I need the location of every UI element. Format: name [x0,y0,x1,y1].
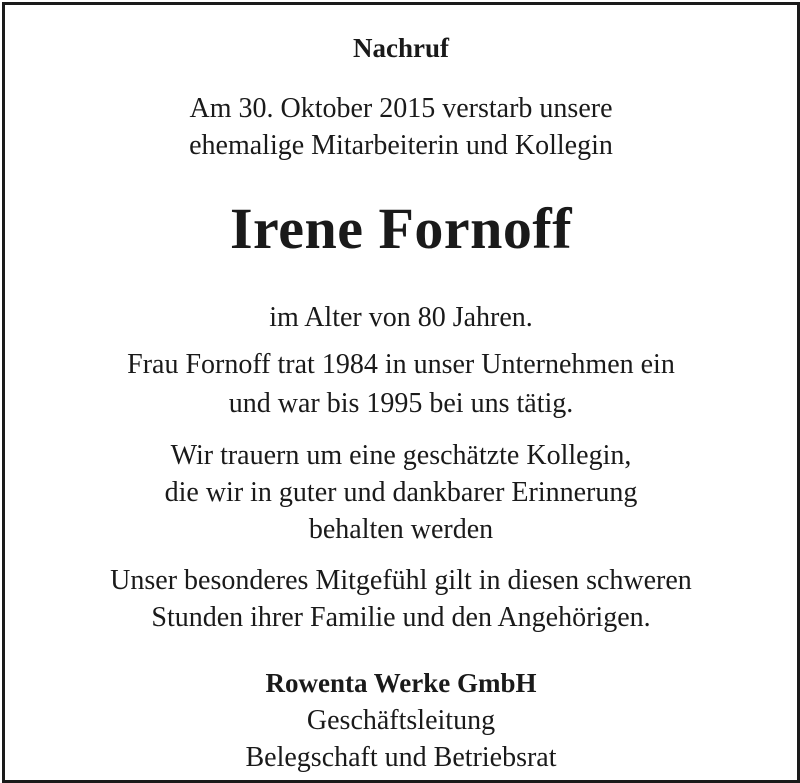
condolence-line-1: Unser besonderes Mitgefühl gilt in diesen schweren [110,565,692,596]
mourning-line-3: behalten werden [308,514,494,545]
company-name: Rowenta Werke GmbH [265,668,537,698]
obituary-title: Nachruf [353,33,449,63]
career-line-1: Frau Fornoff trat 1984 in unser Unternehmen ein [127,349,675,380]
age-line: im Alter von 80 Jahren. [269,302,533,333]
mourning-line-1: Wir trauern um eine geschätzte Kollegin, [170,440,632,471]
career-line-2: und war bis 1995 bei uns tätig. [228,388,574,419]
signature-line-1: Geschäftsleitung [306,705,496,736]
deceased-name: Irene Fornoff [229,196,573,261]
intro-line-1: Am 30. Oktober 2015 verstarb unsere [189,93,613,124]
intro-line-2: ehemalige Mitarbeiterin und Kollegin [189,130,613,161]
mourning-line-2: die wir in guter und dankbarer Erinnerung [164,477,638,508]
signature-line-2: Belegschaft und Betriebsrat [245,742,557,773]
condolence-line-2: Stunden ihrer Familie und den Angehörigen. [151,602,651,633]
obituary-frame [2,2,800,783]
